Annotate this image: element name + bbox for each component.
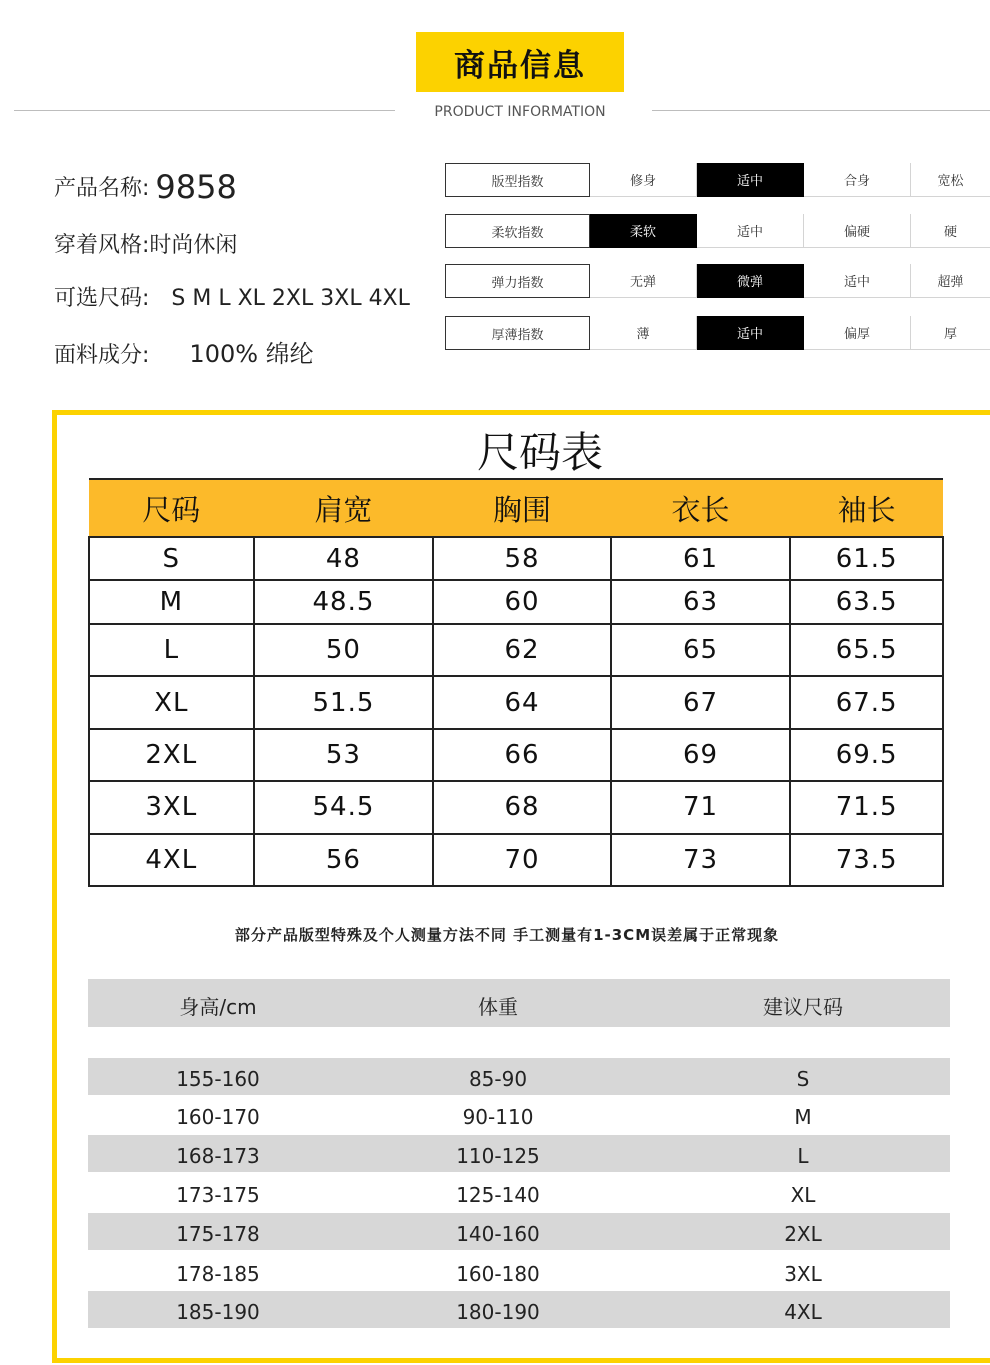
recommend-weight: 140-160: [456, 1222, 540, 1246]
size-cell: 64: [433, 676, 611, 728]
size-cell: 3XL: [89, 781, 254, 833]
size-cell: 61.5: [790, 537, 943, 580]
size-cell: 65.5: [790, 624, 943, 676]
size-cell: 73: [611, 834, 791, 886]
index-label: 厚薄指数: [445, 316, 590, 350]
size-row: [89, 834, 943, 886]
header-chest: 胸围: [433, 479, 611, 537]
product-name-value: 9858: [155, 168, 237, 206]
size-cell: L: [89, 624, 254, 676]
style-row: [54, 228, 237, 259]
size-table: [88, 478, 944, 887]
recommend-row: [88, 1213, 950, 1250]
header-sleeve: 袖长: [790, 479, 943, 537]
index-option: 宽松: [911, 163, 990, 197]
recommend-height: 155-160: [176, 1067, 260, 1091]
index-option-selected: 适中: [697, 163, 804, 197]
style-value: 时尚休闲: [149, 233, 238, 258]
recommend-weight: 125-140: [456, 1183, 540, 1207]
size-cell: 2XL: [89, 729, 254, 781]
size-cell: 60: [433, 580, 611, 624]
sizes-label: 可选尺码:: [54, 286, 150, 311]
recommend-weight: 160-180: [456, 1262, 540, 1286]
size-cell: 67: [611, 676, 791, 728]
recommend-size: L: [797, 1144, 809, 1168]
recommend-row: [88, 1135, 950, 1172]
size-cell: 56: [254, 834, 434, 886]
index-option: 偏厚: [804, 316, 911, 350]
size-cell: 63: [611, 580, 791, 624]
recommend-size: 3XL: [784, 1262, 822, 1286]
recommend-size: S: [796, 1067, 810, 1091]
index-option: 无弹: [590, 264, 697, 298]
size-cell: 48: [254, 537, 434, 580]
recommend-size: 2XL: [784, 1222, 822, 1246]
index-row: [445, 163, 990, 197]
fabric-label: 面料成分:: [54, 343, 150, 368]
size-cell: 66: [433, 729, 611, 781]
recommend-size: 4XL: [784, 1300, 822, 1324]
index-row: [445, 214, 990, 248]
size-cell: 65: [611, 624, 791, 676]
header-length: 衣长: [611, 479, 791, 537]
index-option: 薄: [590, 316, 697, 350]
size-table-header: [89, 479, 943, 537]
size-cell: XL: [89, 676, 254, 728]
recommend-height: 173-175: [176, 1183, 260, 1207]
recommend-header: [88, 979, 950, 1027]
style-label: 穿着风格:: [54, 233, 150, 258]
size-cell: 68: [433, 781, 611, 833]
index-option: 偏硬: [804, 214, 911, 248]
recommend-weight: 110-125: [456, 1144, 540, 1168]
recommend-header-height: 身高/cm: [179, 995, 257, 1019]
size-cell: 63.5: [790, 580, 943, 624]
size-row: [89, 781, 943, 833]
section-subtitle: PRODUCT INFORMATION: [434, 104, 606, 120]
fabric-value: 100% 绵纶: [189, 340, 314, 368]
size-cell: 71.5: [790, 781, 943, 833]
recommend-header-weight: 体重: [478, 995, 518, 1019]
divider-right: [652, 110, 990, 111]
index-option: 超弹: [911, 264, 990, 298]
size-row: [89, 580, 943, 624]
size-cell: 67.5: [790, 676, 943, 728]
recommend-weight: 85-90: [468, 1067, 528, 1091]
size-cell: 61: [611, 537, 791, 580]
recommend-height: 168-173: [176, 1144, 260, 1168]
header-shoulder: 肩宽: [254, 479, 434, 537]
size-cell: S: [89, 537, 254, 580]
size-cell: 69.5: [790, 729, 943, 781]
index-row: [445, 264, 990, 298]
product-name-label: 产品名称:: [54, 176, 150, 201]
sizes-value: S M L XL 2XL 3XL 4XL: [171, 286, 410, 311]
recommend-size: XL: [790, 1183, 816, 1207]
recommend-row: [88, 1058, 950, 1095]
size-cell: 71: [611, 781, 791, 833]
recommend-weight: 90-110: [462, 1105, 534, 1129]
size-cell: 4XL: [89, 834, 254, 886]
index-label: 柔软指数: [445, 214, 590, 248]
size-chart-title: 尺码表: [476, 428, 603, 477]
recommend-height: 178-185: [176, 1262, 260, 1286]
recommend-header-size: 建议尺码: [763, 995, 843, 1019]
size-cell: 70: [433, 834, 611, 886]
header-size: 尺码: [89, 479, 254, 537]
size-row: [89, 624, 943, 676]
product-name-row: [54, 168, 237, 206]
index-option: 合身: [804, 163, 911, 197]
recommend-row: [88, 1174, 950, 1211]
size-cell: 51.5: [254, 676, 434, 728]
size-cell: 58: [433, 537, 611, 580]
recommend-row: [88, 1096, 950, 1133]
fabric-row: [54, 334, 314, 369]
recommend-height: 185-190: [176, 1300, 260, 1324]
recommend-height: 160-170: [176, 1105, 260, 1129]
recommend-row: [88, 1253, 950, 1290]
recommend-weight: 180-190: [456, 1300, 540, 1324]
size-cell: 53: [254, 729, 434, 781]
index-option: 适中: [697, 214, 804, 248]
measurement-note: 部分产品版型特殊及个人测量方法不同 手工测量有1-3CM误差属于正常现象: [234, 926, 780, 944]
size-row: [89, 676, 943, 728]
size-row: [89, 729, 943, 781]
index-label: 弹力指数: [445, 264, 590, 298]
size-cell: 69: [611, 729, 791, 781]
size-cell: M: [89, 580, 254, 624]
index-option-selected: 适中: [697, 316, 804, 350]
index-option-selected: 微弹: [697, 264, 804, 298]
section-title: 商品信息: [416, 32, 624, 92]
index-option: 硬: [911, 214, 990, 248]
size-cell: 62: [433, 624, 611, 676]
index-option: 厚: [911, 316, 990, 350]
index-option-selected: 柔软: [590, 214, 697, 248]
index-option: 修身: [590, 163, 697, 197]
size-cell: 50: [254, 624, 434, 676]
index-option: 适中: [804, 264, 911, 298]
recommend-size: M: [794, 1105, 812, 1129]
index-label: 版型指数: [445, 163, 590, 197]
size-row: [89, 537, 943, 580]
index-row: [445, 316, 990, 350]
size-cell: 48.5: [254, 580, 434, 624]
divider-left: [14, 110, 395, 111]
size-cell: 54.5: [254, 781, 434, 833]
size-cell: 73.5: [790, 834, 943, 886]
recommend-height: 175-178: [176, 1222, 260, 1246]
sizes-row: [54, 281, 410, 312]
recommend-row: [88, 1291, 950, 1328]
